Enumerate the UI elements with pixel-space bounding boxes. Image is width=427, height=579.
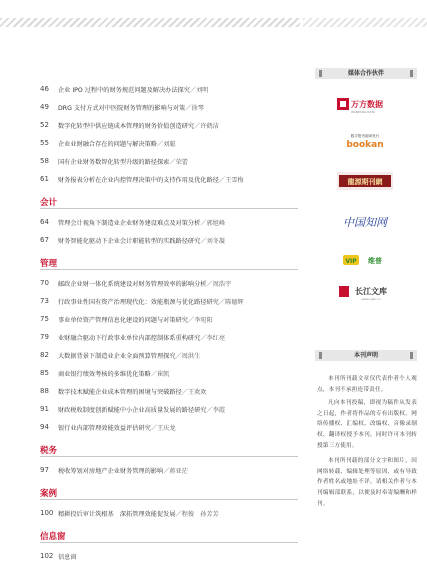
- page-number: 67: [40, 236, 49, 244]
- article-author: 陈德辉: [225, 298, 244, 306]
- page-number: 79: [40, 333, 49, 341]
- section-heading: [40, 444, 298, 457]
- author-separator: ／: [175, 352, 182, 360]
- author-separator: ／: [175, 510, 182, 518]
- article-author: 王欢欢: [187, 388, 207, 396]
- author-separator: ／: [206, 280, 213, 288]
- author-separator: ／: [189, 86, 197, 94]
- toc-entry[interactable]: [40, 310, 298, 328]
- toc-entry[interactable]: [40, 418, 298, 436]
- page-number: 46: [40, 85, 49, 93]
- section-heading-text: 税务: [40, 444, 63, 456]
- copyright-notice: [317, 374, 417, 514]
- article-author: 许鹤洁: [200, 122, 219, 130]
- author-separator: ／: [150, 370, 157, 378]
- article-author: 程俊 孙芳芳: [181, 510, 219, 518]
- article-title-text: 事业单位资产管理信息化建设的问题与对策研究: [58, 316, 188, 324]
- article-author: 王雪梅: [225, 176, 244, 184]
- article-title: [58, 157, 298, 166]
- notice-paragraph: 本刊所刊载文章仅代表作者个人观点，本刊不承担连带责任。: [317, 376, 417, 393]
- article-title-text: 国有企业财务数智化转型升级的路径探索: [58, 158, 170, 166]
- wanfang-logo[interactable]: [337, 96, 393, 114]
- article-title-text: 信息窗: [58, 553, 77, 561]
- article-title-text: 财务智能化驱动下企业会计职能转型的实践路径研究: [58, 237, 201, 245]
- longyuan-logo-text: 龍源期刊網: [347, 177, 383, 186]
- cnki-logo[interactable]: [337, 212, 393, 230]
- toc-entry[interactable]: [40, 116, 298, 134]
- cjwk-logo-text: 长江文库: [355, 287, 387, 296]
- article-author: 荣蕾: [175, 158, 188, 166]
- article-title: [58, 121, 298, 130]
- wanfang-logo-text: 万方数据: [351, 100, 383, 109]
- article-title-text: 税收筹划对房地产企业财务管理的影响: [58, 467, 164, 475]
- article-title: [58, 423, 298, 432]
- toc-entry[interactable]: [40, 364, 298, 382]
- section-heading-text: 信息窗: [40, 530, 72, 542]
- page-number: 55: [40, 139, 49, 147]
- page-number: 91: [40, 405, 49, 413]
- article-title: [58, 218, 298, 227]
- notice-paragraph: 凡向本刊投稿，即视为稿件从发表之日起，作者将作品的专有出版权、网络传播权、汇编权、改编权、音像录制权、翻译权授予本刊，同时许可本刊转授第三方使用。: [317, 400, 417, 449]
- toc-entry[interactable]: [40, 382, 298, 400]
- article-author: 刘明: [196, 86, 209, 94]
- svg-text:VIP: VIP: [345, 258, 357, 265]
- page-number: 52: [40, 121, 49, 129]
- top-stripe-decoration: [0, 18, 300, 27]
- author-separator: ／: [187, 316, 195, 324]
- notice-heading: 本刊声明: [315, 350, 417, 361]
- article-title-text: 大数据背景下制造业企业全面预算管理探究: [58, 352, 176, 360]
- toc-entry[interactable]: [40, 213, 298, 231]
- article-title-text: 财务报表分析在企业内控管理决策中的支持作用及优化路径: [58, 176, 219, 184]
- page-number: 70: [40, 279, 49, 287]
- vip-logo[interactable]: [337, 251, 393, 269]
- article-title-text: 邮政企业财一体化系统建设对财务管理效率的影响分析: [58, 280, 207, 288]
- article-title: [58, 405, 298, 414]
- article-title-text: 业财融合驱动下行政事业单位内部控制体系重构研究: [58, 334, 201, 342]
- article-author: 周浩宇: [212, 280, 232, 288]
- page-number: 94: [40, 423, 49, 431]
- toc-entry[interactable]: [40, 292, 298, 310]
- section-heading: [40, 530, 298, 543]
- bookan-logo-top: 数字报刊阅读发行: [350, 134, 380, 138]
- toc-entry[interactable]: [40, 152, 298, 170]
- toc-entry[interactable]: [40, 547, 298, 565]
- article-author: 刘冬凝: [206, 237, 226, 245]
- toc-entry[interactable]: [40, 346, 298, 364]
- article-title: [58, 333, 298, 342]
- author-separator: ／: [200, 219, 207, 227]
- article-author: 周洪生: [181, 352, 201, 360]
- article-title: [58, 466, 298, 475]
- article-title: [58, 369, 298, 378]
- author-separator: ／: [185, 104, 192, 112]
- section-heading: [40, 487, 298, 500]
- toc-entry[interactable]: [40, 170, 298, 188]
- article-title: [58, 139, 298, 148]
- article-title-text: 财政税收制度创新赋能中小企业高质量发展的路径研究: [58, 406, 207, 414]
- article-author: 郭旭峰: [206, 219, 226, 227]
- article-title: [58, 103, 298, 112]
- toc-entry[interactable]: [40, 461, 298, 479]
- article-title: [58, 279, 298, 288]
- page-number: 88: [40, 387, 49, 395]
- wanfang-logo-sub: WANFANG DATA: [351, 110, 375, 114]
- toc-entry[interactable]: [40, 80, 298, 98]
- article-title: [58, 236, 298, 245]
- section-heading: [40, 196, 298, 209]
- page-number: 49: [40, 103, 49, 111]
- toc-entry[interactable]: [40, 400, 298, 418]
- section-heading-text: 案例: [40, 487, 63, 499]
- page-number: 100: [40, 509, 54, 517]
- cjwk-logo[interactable]: [337, 283, 393, 301]
- author-separator: ／: [218, 298, 226, 306]
- author-separator: ／: [194, 122, 201, 130]
- article-title: [58, 297, 298, 306]
- article-title: [58, 175, 298, 184]
- notice-paragraph: 本刊所刊载的部分文字和图片，因网络转载、编辑处理等原因，或有导致作者姓名或地址不详，请相关作者与本刊编辑部联系，以便及时奉寄编酬和样刊。: [317, 458, 417, 507]
- toc-entry[interactable]: [40, 98, 298, 116]
- author-separator: ／: [200, 334, 207, 342]
- page-number: 102: [40, 552, 54, 560]
- article-title: [58, 387, 298, 396]
- article-author: 崔凯: [157, 370, 170, 378]
- longyuan-logo[interactable]: [337, 172, 393, 190]
- article-title-text: 管理会计视角下制造业企业财务建设难点及对策分析: [58, 219, 201, 227]
- article-title: [58, 315, 298, 324]
- bookan-logo[interactable]: [337, 132, 393, 150]
- article-author: 李宛阳: [194, 316, 213, 324]
- page-number: 97: [40, 466, 49, 474]
- article-author: 刘聪: [163, 140, 176, 148]
- author-separator: ／: [157, 140, 164, 148]
- article-title: [58, 509, 298, 518]
- article-title-text: 银行业内部管理效能效益评估研究: [58, 424, 151, 432]
- article-title-text: 商业银行绩效考核的多维优化策略: [58, 370, 151, 378]
- toc-entry[interactable]: [40, 231, 298, 249]
- bookan-logo-text: bookan: [346, 140, 384, 150]
- article-author: 徐琴: [191, 104, 204, 112]
- page-number: 61: [40, 175, 49, 183]
- partners-heading: 媒体合作伙伴: [315, 68, 417, 79]
- author-separator: ／: [200, 237, 207, 245]
- article-title: [58, 351, 298, 360]
- author-separator: ／: [206, 406, 213, 414]
- article-title-text: DRG 支付方式对中医院财务管理的影响与对策: [58, 104, 186, 112]
- section-heading-text: 管理: [40, 257, 63, 269]
- article-author: 李红亮: [206, 334, 226, 342]
- page-number: 64: [40, 218, 49, 226]
- author-separator: ／: [169, 158, 176, 166]
- toc-entry[interactable]: [40, 504, 298, 522]
- cnki-logo-text: 中国知网: [343, 216, 387, 229]
- article-title-text: 数字化转型中供应链成本管理的财务价值创造研究: [58, 122, 195, 130]
- article-title: [58, 85, 298, 94]
- section-heading: [40, 257, 298, 270]
- page-number: 75: [40, 315, 49, 323]
- toc-entry[interactable]: [40, 274, 298, 292]
- author-separator: ／: [163, 467, 170, 475]
- page-number: 85: [40, 369, 49, 377]
- article-author: 王庆龙: [157, 424, 176, 432]
- toc-entry[interactable]: [40, 134, 298, 152]
- article-title: [58, 552, 298, 561]
- page-number: 82: [40, 351, 49, 359]
- toc-entry[interactable]: [40, 328, 298, 346]
- article-title-text: 精耕投后审计筑根基 深拓管理效能促发展: [58, 510, 176, 518]
- article-author: 蒋亚茫: [169, 467, 188, 475]
- page-number: 58: [40, 157, 49, 165]
- article-author: 李霞: [212, 406, 226, 414]
- article-title-text: 企业业财融合存在的问题与解决策略: [58, 140, 157, 148]
- sidebar: [303, 0, 427, 579]
- author-separator: ／: [150, 424, 157, 432]
- cjwk-logo-sub: www.cjwk.cn: [361, 297, 381, 301]
- article-title-text: 数字技术赋能企业成本管理的困境与突破路径: [58, 388, 182, 396]
- page-number: 73: [40, 297, 49, 305]
- author-separator: ／: [218, 176, 226, 184]
- article-title-text: 行政事业性国有资产治理现代化：效能瓶颈与优化路径研究: [58, 298, 219, 306]
- author-separator: ／: [181, 388, 188, 396]
- table-of-contents: [40, 80, 298, 565]
- section-heading-text: 会计: [40, 196, 63, 208]
- vip-logo-text: 维普: [368, 257, 382, 265]
- article-title-text: 企业 IPO 过程中的财务规范问题及解决办法探究: [58, 86, 190, 94]
